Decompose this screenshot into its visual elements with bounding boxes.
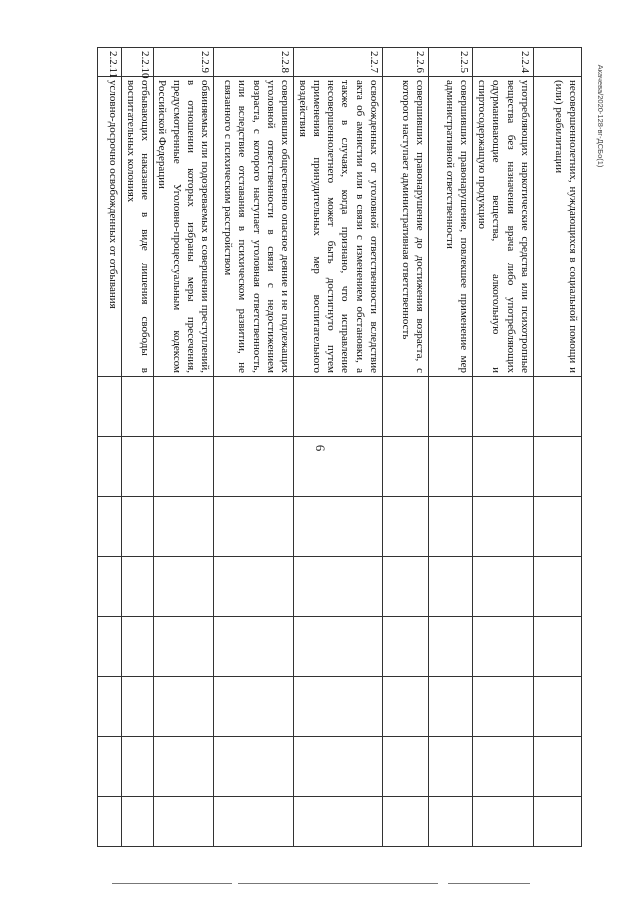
empty-cell: [429, 497, 473, 557]
table-row: [473, 48, 534, 847]
empty-cell: [473, 377, 534, 437]
empty-cell: [473, 497, 534, 557]
empty-cell: [214, 677, 294, 737]
table-body: [98, 48, 582, 847]
bottom-rule: [448, 883, 530, 884]
table-row: [122, 48, 154, 847]
empty-cell: [383, 617, 429, 677]
empty-cell: [214, 617, 294, 677]
bottom-rule: [238, 883, 438, 884]
empty-cell: [383, 497, 429, 557]
empty-cell: [214, 437, 294, 497]
empty-cell: [294, 797, 383, 847]
table-row: [534, 48, 582, 847]
empty-cell: [473, 677, 534, 737]
footer-code: Акачева/2020-128-вг-ДСБо(1): [596, 64, 605, 168]
empty-cell: [122, 557, 154, 617]
empty-cell: [429, 617, 473, 677]
empty-cell: [294, 437, 383, 497]
empty-cell: [473, 437, 534, 497]
empty-cell: [473, 737, 534, 797]
empty-cell: [98, 557, 122, 617]
table-row: [383, 48, 429, 847]
empty-cell: [534, 557, 582, 617]
empty-cell: [98, 677, 122, 737]
empty-cell: [294, 557, 383, 617]
empty-cell: [154, 677, 214, 737]
empty-cell: [473, 797, 534, 847]
empty-cell: [98, 497, 122, 557]
empty-cell: [383, 797, 429, 847]
row-description: обвиняемых или подозреваемых в совершении преступлений, в отношении которых избраны меры пресечения, предусмотренные Уголовно-процессуальным кодексом Российской Федерации: [154, 77, 214, 377]
row-description: употребляющих наркотические средства или психотропные вещества без назначения врача либо употребляющих одурманивающие вещества, алкогольную и спиртосодержащую продукцию: [473, 77, 534, 377]
empty-cell: [429, 437, 473, 497]
empty-cell: [294, 617, 383, 677]
row-description: совершивших правонарушение, повлекшее применение мер административной ответственности: [429, 77, 473, 377]
empty-cell: [214, 737, 294, 797]
row-number: 2.2.9: [154, 48, 214, 77]
empty-cell: [98, 437, 122, 497]
empty-cell: [383, 737, 429, 797]
empty-cell: [383, 557, 429, 617]
page-number: 6: [313, 444, 328, 452]
table-row: [294, 48, 383, 847]
empty-cell: [122, 737, 154, 797]
empty-cell: [429, 377, 473, 437]
empty-cell: [429, 737, 473, 797]
empty-cell: [534, 797, 582, 847]
empty-cell: [122, 437, 154, 497]
empty-cell: [214, 497, 294, 557]
empty-cell: [429, 557, 473, 617]
row-description: совершивших правонарушение до достижения возраста, с которого наступает административная ответственность: [383, 77, 429, 377]
empty-cell: [98, 377, 122, 437]
empty-cell: [534, 497, 582, 557]
empty-cell: [98, 617, 122, 677]
empty-cell: [154, 617, 214, 677]
row-number: 2.2.7: [294, 48, 383, 77]
table-row: [429, 48, 473, 847]
empty-cell: [429, 797, 473, 847]
bottom-rule: [112, 883, 232, 884]
empty-cell: [383, 677, 429, 737]
empty-cell: [429, 677, 473, 737]
empty-cell: [294, 737, 383, 797]
data-table: [97, 47, 582, 847]
row-number: 2.2.11: [98, 48, 122, 77]
table-row: [98, 48, 122, 847]
row-description: несовершеннолетних, нуждающихся в социальной помощи и (или) реабилитации: [534, 77, 582, 377]
empty-cell: [154, 377, 214, 437]
empty-cell: [534, 437, 582, 497]
empty-cell: [534, 677, 582, 737]
empty-cell: [122, 497, 154, 557]
empty-cell: [383, 377, 429, 437]
empty-cell: [154, 437, 214, 497]
empty-cell: [122, 377, 154, 437]
empty-cell: [122, 797, 154, 847]
row-number: [534, 48, 582, 77]
table-row: [154, 48, 214, 847]
empty-cell: [294, 677, 383, 737]
empty-cell: [534, 617, 582, 677]
empty-cell: [154, 737, 214, 797]
row-number: 2.2.6: [383, 48, 429, 77]
data-table-wrapper: [107, 47, 582, 846]
empty-cell: [534, 377, 582, 437]
empty-cell: [122, 617, 154, 677]
empty-cell: [534, 737, 582, 797]
row-description: условно-досрочно освобожденных от отбывания: [98, 77, 122, 377]
row-description: совершивших общественно опасное деяние и не подлежащих уголовной ответственности в связи с недостижением возраста, с которого наступает уголовная ответственность, или вследствие отставания в психическом развитии, не связанного с психическим расстройством: [214, 77, 294, 377]
empty-cell: [473, 617, 534, 677]
empty-cell: [294, 497, 383, 557]
empty-cell: [294, 377, 383, 437]
empty-cell: [122, 677, 154, 737]
empty-cell: [98, 737, 122, 797]
row-description: освобожденных от уголовной ответственности вследствие акта об амнистии или в связи с изменением обстановки, а также в случаях, когда признано, что исправление несовершеннолетнего может быть достигнуто путем применения принудительных мер воспитательного воздействия: [294, 77, 383, 377]
empty-cell: [154, 497, 214, 557]
empty-cell: [214, 797, 294, 847]
empty-cell: [154, 557, 214, 617]
empty-cell: [383, 437, 429, 497]
row-number: 2.2.5: [429, 48, 473, 77]
table-row: [214, 48, 294, 847]
empty-cell: [98, 797, 122, 847]
row-number: 2.2.4: [473, 48, 534, 77]
row-number: 2.2.8: [214, 48, 294, 77]
empty-cell: [214, 377, 294, 437]
empty-cell: [214, 557, 294, 617]
row-number: 2.2.10: [122, 48, 154, 77]
empty-cell: [473, 557, 534, 617]
empty-cell: [154, 797, 214, 847]
row-description: отбывающих наказание в виде лишения свободы в воспитательных колониях: [122, 77, 154, 377]
